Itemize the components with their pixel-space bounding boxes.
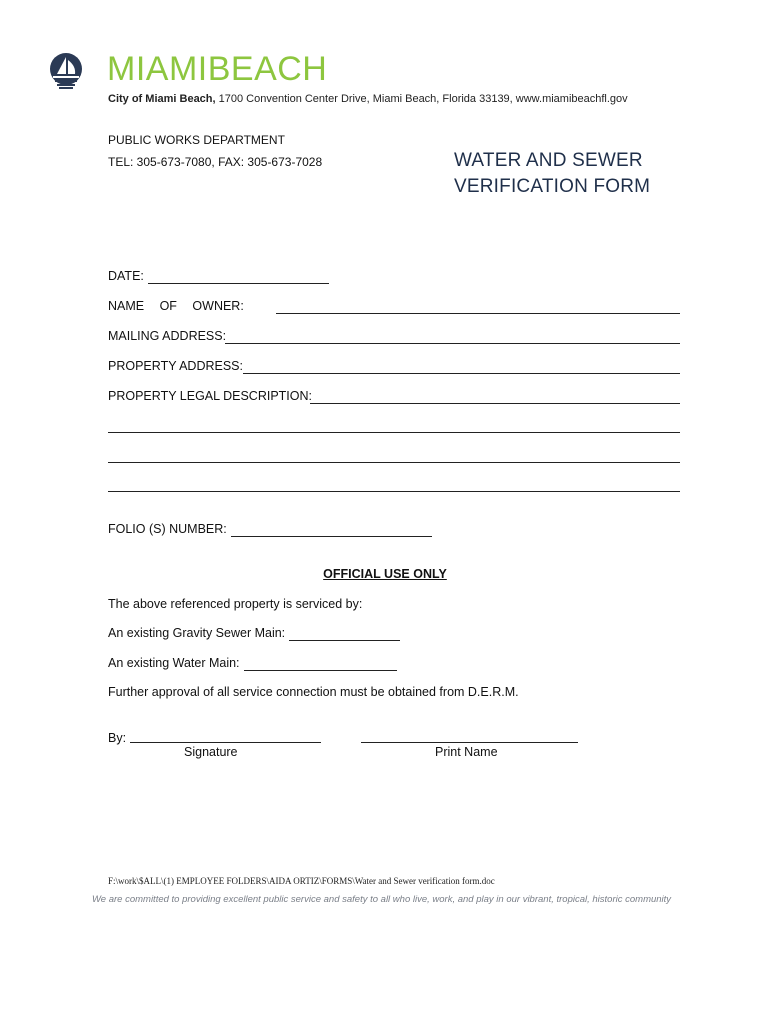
city-name: City of Miami Beach, <box>108 93 216 105</box>
brand-beach: BEACH <box>207 50 328 88</box>
owner-name-label: NAME OF OWNER: <box>108 299 244 313</box>
derm-note: Further approval of all service connection must be obtained from D.E.R.M. <box>108 685 519 699</box>
date-label: DATE: <box>108 269 144 283</box>
address-details: 1700 Convention Center Drive, Miami Beach, Florida 33139, www.miamibeachfl.gov <box>215 93 628 105</box>
signature-caption: Signature <box>184 745 238 759</box>
tel-fax: TEL: 305-673-7080, FAX: 305-673-7028 <box>108 155 323 169</box>
form-title <box>454 148 650 200</box>
legal-description-line-3[interactable] <box>108 462 680 463</box>
official-use-heading: OFFICIAL USE ONLY <box>323 567 447 581</box>
legal-description-field[interactable] <box>310 403 680 404</box>
form-title-line1: WATER AND SEWER <box>454 150 643 171</box>
water-main-field[interactable] <box>244 670 397 671</box>
file-path: F:\work\$ALL\(1) EMPLOYEE FOLDERS\AIDA ORTIZ\FORMS\Water and Sewer verification form.doc <box>108 876 495 886</box>
form-title-line2: VERIFICATION FORM <box>454 176 651 197</box>
gravity-sewer-label: An existing Gravity Sewer Main: <box>108 626 286 640</box>
legal-description-label: PROPERTY LEGAL DESCRIPTION: <box>108 389 312 403</box>
miami-beach-logo-icon <box>49 52 83 90</box>
gravity-sewer-field[interactable] <box>289 640 400 641</box>
legal-description-line-2[interactable] <box>108 432 680 433</box>
serviced-by-text: The above referenced property is serviced by: <box>108 597 363 611</box>
mailing-address-label: MAILING ADDRESS: <box>108 329 227 343</box>
signature-field[interactable] <box>130 742 321 743</box>
folio-label: FOLIO (S) NUMBER: <box>108 522 227 536</box>
department-name: PUBLIC WORKS DEPARTMENT <box>108 133 285 147</box>
print-name-caption: Print Name <box>435 745 498 759</box>
legal-description-line-4[interactable] <box>108 491 680 492</box>
brand-wordmark <box>107 52 327 86</box>
brand-miami: MIAMI <box>107 50 208 88</box>
folio-field[interactable] <box>231 536 432 537</box>
city-address <box>108 93 628 105</box>
mailing-address-field[interactable] <box>225 343 680 344</box>
property-address-field[interactable] <box>243 373 680 374</box>
date-field[interactable] <box>148 283 329 284</box>
mission-statement: We are committed to providing excellent public service and safety to all who live, work, and play in our vibrant, tropical, historic community <box>92 894 672 905</box>
print-name-field[interactable] <box>361 742 578 743</box>
water-main-label: An existing Water Main: <box>108 656 240 670</box>
property-address-label: PROPERTY ADDRESS: <box>108 359 243 373</box>
owner-name-field[interactable] <box>276 313 680 314</box>
by-label: By: <box>108 731 127 745</box>
